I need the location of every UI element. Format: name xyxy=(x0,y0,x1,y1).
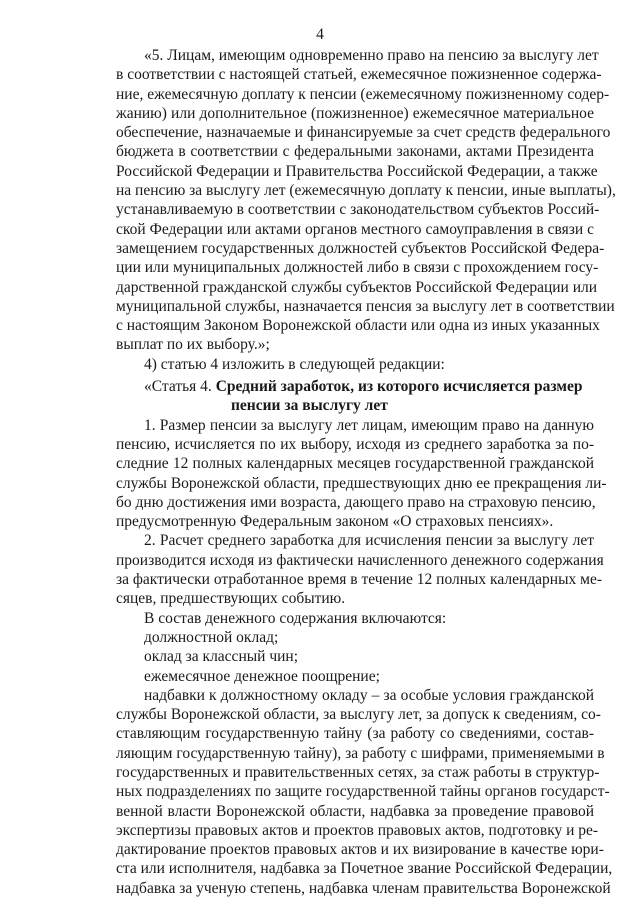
text-line: ляющим государственную тайну), за работу с шифрами, применяемыми в xyxy=(116,744,605,762)
text-line: экспертизы правовых актов и проектов правовых актов, подготовку и ре- xyxy=(116,821,599,839)
text-line: ние, ежемесячную доплату к пенсии (ежемесячному пожизненному содер- xyxy=(116,85,610,103)
text-line: обеспечение, назначаемые и финансируемые за счет средств федерального xyxy=(116,124,611,142)
text-line: пенсию, исчисляется по их выбору, исходя из среднего заработка за по- xyxy=(116,435,594,453)
list-intro: В состав денежного содержания включаются: xyxy=(144,609,447,627)
text-line: муниципальной службы, назначается пенсия за выслугу лет в соответствии xyxy=(116,297,615,315)
document-body xyxy=(116,46,616,898)
text-line: жанию) или дополнительное (пожизненное) ежемесячное материальное xyxy=(116,104,594,122)
text-line: бо дню достижения ими возраста, дающего право на страховую пенсию, xyxy=(116,493,596,511)
text-line: надбавка за ученую степень, надбавка членам правительства Воронежской xyxy=(116,879,611,897)
text-line: следние 12 полных календарных месяцев государственной гражданской xyxy=(116,455,594,473)
article-title-cont: пенсии за выслугу лет xyxy=(231,397,388,415)
list-item: ежемесячное денежное поощрение; xyxy=(144,667,380,685)
text-line: дарственной гражданской службы субъектов Российской Федерации или xyxy=(116,278,598,296)
text-line: Российской Федерации и Правительства Российской Федерации, а также xyxy=(116,162,598,180)
paragraph-5 xyxy=(116,46,616,355)
text-line: венной власти Воронежской области, надбавка за проведение правовой xyxy=(116,802,594,820)
text-line: ста или исполнителя, надбавка за Почетное звание Российской Федерации, xyxy=(116,860,613,878)
page-number: 4 xyxy=(316,26,324,43)
text-line: сяцев, предшествующих событию. xyxy=(116,590,346,608)
list-item: должностной оклад; xyxy=(144,628,279,646)
article-paragraph-2 xyxy=(116,531,604,608)
text-line: выплат по их выбору.»; xyxy=(116,336,270,354)
article-title: Средний заработок, из которого исчисляется размер xyxy=(215,378,583,396)
text-line: 1. Размер пенсии за выслугу лет лицам, имеющим право на данную xyxy=(144,416,594,434)
text-line: предусмотренную Федеральным законом «О страховых пенсиях». xyxy=(116,513,554,531)
text-line: с настоящим Законом Воронежской области или одна из иных указанных xyxy=(116,317,600,335)
text-line: ции или муниципальных должностей либо в связи с прохождением госу- xyxy=(116,259,599,277)
text-line: бюджета в соответствии с федеральными законами, актами Президента xyxy=(116,143,594,161)
text-line: «5. Лицам, имеющим одновременно право на пенсию за выслугу лет xyxy=(144,47,599,64)
text-line: производится исходя из фактически начисленного денежного содержания xyxy=(116,551,604,569)
text-line: ставляющим государственную тайну (за работу со сведениями, состав- xyxy=(116,725,594,743)
text-line: устанавливаемую в соответствии с законодательством субъектов Россий- xyxy=(116,201,600,219)
article-paragraph-1 xyxy=(116,416,607,532)
text-line: ных подразделениях по защите государственной тайны органов государст- xyxy=(116,783,610,801)
article-prefix: «Статья 4. xyxy=(144,378,212,396)
article-4-heading xyxy=(116,377,594,416)
text-line: ской Федерации или актами органов местного самоуправления в связи с xyxy=(116,220,594,238)
item-4-instruction: 4) статью 4 изложить в следующей редакции: xyxy=(144,355,445,373)
text-line: 2. Расчет среднего заработка для исчисления пенсии за выслугу лет xyxy=(144,532,594,550)
text-line: дактирование проектов правовых актов и их визирование в качестве юри- xyxy=(116,841,604,859)
text-line: государственных и правительственных сетях, за стаж работы в структур- xyxy=(116,763,600,781)
text-line: замещением государственных должностей субъектов Российской Федера- xyxy=(116,239,605,257)
text-line: службы Воронежской области, за выслугу лет, за допуск к сведениям, со- xyxy=(116,706,601,724)
article-heading-line xyxy=(116,377,594,396)
list-item: оклад за классный чин; xyxy=(144,648,299,666)
allowances-paragraph xyxy=(116,686,613,898)
text-line: на пенсию за выслугу лет (ежемесячную доплату к пенсии, иные выплаты), xyxy=(116,182,616,200)
text-line: за фактически отработанное время в течение 12 полных календарных ме- xyxy=(116,571,602,589)
text-line: службы Воронежской области, предшествующих дню ее прекращения ли- xyxy=(116,474,607,492)
text-line: надбавки к должностному окладу – за особые условия гражданской xyxy=(144,686,594,704)
text-line: в соответствии с настоящей статьей, ежемесячное пожизненное содержа- xyxy=(116,66,602,84)
